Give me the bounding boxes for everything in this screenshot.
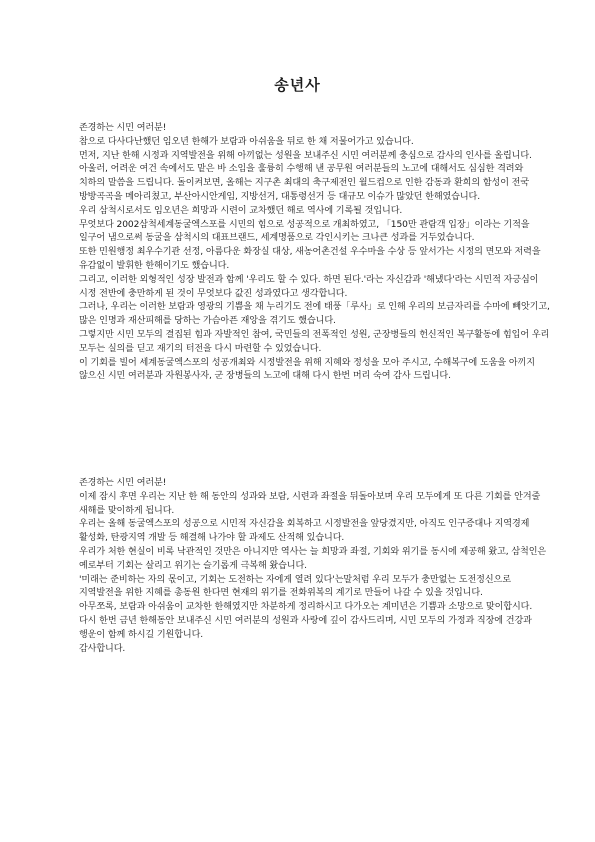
paragraph: 존경하는 시민 여러분! [79,478,167,488]
paragraph: 무엇보다 2002삼척세계동굴엑스포를 시민의 힘으로 성공적으로 개최하였고, 「150만 관람객 입장」이라는 기적을 일구어 냄으로써 동굴을 삼척시의 대표브랜드, 세계명품으로 각인시키는 크나큰 성과를 거두었습니다. [79,219,530,244]
paragraph: 이제 잠시 후면 우리는 지난 한 해 동안의 성과와 보람, 시련과 좌절을 뒤돌아보며 우리 모두에게 또 다른 기회를 안겨줄 새해를 맞이하게 됩니다. [79,491,541,516]
paragraph: 우리 삼척시로서도 임오년은 희망과 시련이 교차했던 해로 역사에 기록될 것입니다. [79,205,403,216]
paragraph: 우리가 처한 현실이 비록 낙관적인 것만은 아니지만 역사는 늘 희망과 좌절, 기회와 위기를 동시에 제공해 왔고, 삼척인은 예로부터 기회는 살리고 위기는 슬기롭게 극복해 왔습니다. [79,546,547,571]
paragraph: 아무쪼록, 보람과 아쉬움이 교차한 한해였지만 차분하게 정리하시고 다가오는 계미년은 기쁨과 소망으로 맞이합시다. [79,602,533,613]
paragraph: 우리는 올해 동굴엑스포의 성공으로 시민적 자신감을 회복하고 시정발전을 앞당겼지만, 아직도 인구증대나 지역경제 활성화, 탄광지역 개발 등 해결해 나가야 할 과제도 산적해 있습니다. [79,519,530,544]
paragraph: '미래는 준비하는 자의 몫이고, 기회는 도전하는 자에게 열려 있다'는말처럼 우리 모두가 충만없는 도전정신으로 지역발전을 위한 지혜를 총동원 한다면 현재의 위기를 전화위복의 계기로 만들어 나갈 수 있을 것입니다. [79,574,511,599]
paragraph: 다시 한번 금년 한해동안 보내주신 시민 여러분의 성원과 사랑에 깊이 감사드리며, 시민 모두의 가정과 직장에 건강과 행운이 함께 하시길 기원합니다. [79,615,532,640]
document-title: 송년사 [274,76,321,94]
paragraph: 또한 민원행정 최우수기관 선정, 아름다운 화장실 대상, 새농어촌건설 우수마을 수상 등 앞서가는 시정의 면모와 저력을 유감없이 발휘한 한해이기도 했습니다. [79,247,541,271]
paragraph: 그러나, 우리는 이러한 보람과 영광의 기쁨을 채 누리기도 전에 태풍「루사」로 인해 우리의 보금자리를 수마에 빼앗기고, 많은 인명과 재산피해를 당하는 가슴아픈 재앙을 겪기도 했습니다. [79,302,550,327]
section-2 [79,477,551,656]
paragraph: 그리고, 이러한 외형적인 성장 발전과 함께 '우리도 할 수 있다. 하면 된다.'라는 자신감과 '해냈다'라는 시민적 자긍심이 시정 전반에 충만하게 된 것이 무엇보다 값진 성과였다고 생각합니다. [79,274,539,299]
paragraph: 존경하는 시민 여러분! [79,123,167,133]
paragraph: 참으로 다사다난했던 임오년 한해가 보람과 아쉬움을 뒤로 한 채 저물어가고 있습니다. [79,136,414,147]
paragraph: 이 기회를 빌어 세계동굴엑스포의 성공개최와 시정발전을 위해 지혜와 정성을 모아 주시고, 수해복구에 도움을 아끼지 않으신 시민 여러분과 자원봉사자, 군 장병들의 노고에 대해 다시 한번 머리 숙여 감사 드립니다. [79,357,535,382]
paragraph: 먼저, 지난 한해 시정과 지역발전을 위해 아끼없는 성원을 보내주신 시민 여러분께 충심으로 감사의 인사를 올립니다. [79,150,532,161]
paragraph: 감사합니다. [79,643,126,654]
section-1 [79,122,551,384]
paragraph: 그렇지만 시민 모두의 결집된 힘과 자발적인 참여, 국민들의 전폭적인 성원, 군장병들의 헌신적인 복구활동에 힘입어 우리 모두는 실의를 딛고 재기의 터전을 다시 마련할 수 있었습니다. [79,329,550,354]
paragraph: 아울러, 어려운 여건 속에서도 맡은 바 소임을 훌륭히 수행해 낸 공무원 여러분들의 노고에 대해서도 심심한 격려와 치하의 말씀을 드립니다. 돌이켜보면, 올해는 지구촌 최대의 축구제전인 월드컵으로 인한 감동과 환희의 함성이 전국 방방곡곡을 메아리쳤고, 부산아시안게임, 지방선거, 대통령선거 등 대규모 이슈가 많았던 한해였습니다. [79,164,530,202]
